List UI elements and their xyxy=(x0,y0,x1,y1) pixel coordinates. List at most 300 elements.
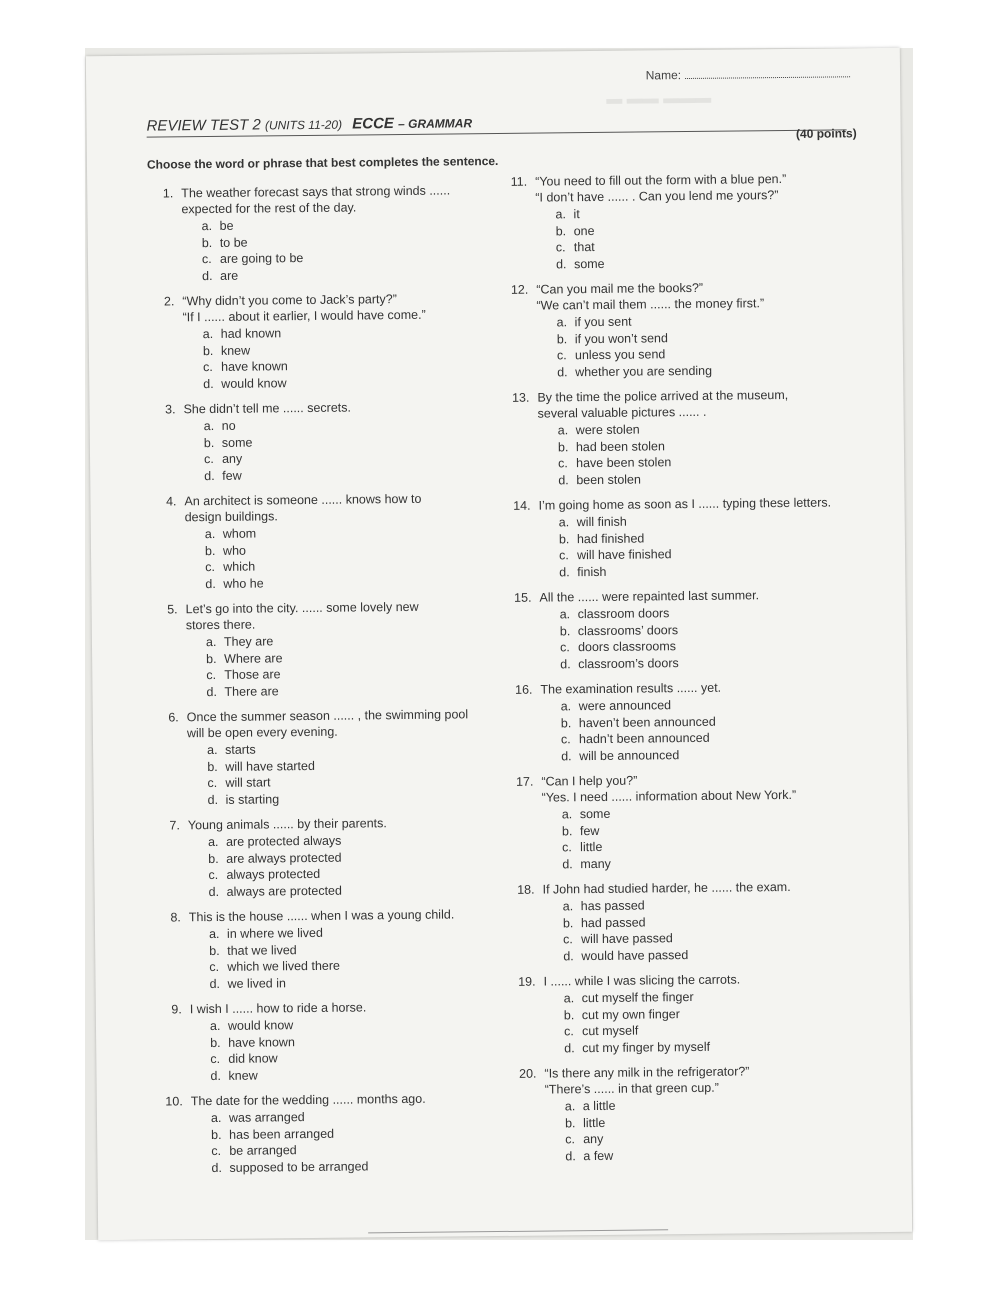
option-letter: c. xyxy=(563,1024,574,1039)
option-letter: d. xyxy=(204,468,215,483)
right-question-column xyxy=(499,170,869,1174)
option-text: will start xyxy=(225,775,271,790)
option-letter: a. xyxy=(210,1110,222,1126)
question-text xyxy=(183,398,487,417)
option-letter: b. xyxy=(203,435,215,450)
answer-options xyxy=(205,523,490,592)
option-letter: a. xyxy=(209,1018,221,1034)
option-letter: d. xyxy=(557,364,568,379)
question-text-line: design buildings. xyxy=(184,509,278,525)
option-text: a little xyxy=(582,1098,616,1114)
answer-options xyxy=(204,415,489,484)
answer-options xyxy=(206,631,491,700)
answer-option[interactable] xyxy=(205,573,489,592)
option-text: have known xyxy=(221,359,288,374)
option-text: did know xyxy=(228,1051,278,1066)
option-letter: b. xyxy=(206,651,217,666)
option-letter: b. xyxy=(208,851,219,866)
option-text: classroom doors xyxy=(577,606,670,622)
option-letter: b. xyxy=(558,531,570,546)
question-number: 20. xyxy=(519,1066,537,1081)
question-text xyxy=(186,598,490,633)
option-letter: b. xyxy=(557,439,569,454)
name-label: Name: xyxy=(645,68,682,83)
option-letter: c. xyxy=(205,559,215,575)
option-letter: b. xyxy=(209,943,220,958)
title-units: (UNITS 11-20) xyxy=(264,117,343,133)
question-text xyxy=(535,170,859,205)
answer-option[interactable] xyxy=(561,745,865,765)
option-text: had been stolen xyxy=(575,438,665,454)
question-text-line: Let’s go into the city. ...... some lovely new xyxy=(185,599,419,617)
option-letter: c. xyxy=(556,348,567,363)
option-text: are always protected xyxy=(226,850,342,866)
option-letter: a. xyxy=(202,326,214,342)
option-letter: c. xyxy=(206,667,217,683)
option-text: some xyxy=(573,256,605,271)
option-text: had passed xyxy=(580,914,646,930)
question-text-line: The date for the wedding ...... months ago. xyxy=(190,1091,426,1109)
question-number: 6. xyxy=(168,710,179,725)
question-10 xyxy=(155,1090,496,1177)
question-text-line: “Yes. I need ...... information about New York.” xyxy=(541,787,797,805)
answer-option[interactable] xyxy=(204,465,488,484)
answer-options xyxy=(557,311,862,380)
question-19 xyxy=(507,970,868,1057)
option-text: in where we lived xyxy=(226,925,323,941)
option-text: who he xyxy=(223,575,264,591)
option-letter: a. xyxy=(207,742,218,758)
test-title xyxy=(146,110,846,137)
option-letter: d. xyxy=(559,564,570,579)
option-text: which xyxy=(223,559,256,574)
question-text-line: I ...... while I was slicing the carrots. xyxy=(543,972,741,989)
question-text-line: She didn’t tell me ...... secrets. xyxy=(183,400,352,417)
option-text: is starting xyxy=(225,791,280,807)
option-letter: b. xyxy=(559,623,571,638)
question-text xyxy=(544,1062,868,1097)
question-8 xyxy=(153,906,494,993)
option-letter: c. xyxy=(208,867,219,883)
question-number: 13. xyxy=(511,390,530,405)
question-text-line: several valuable pictures ...... . xyxy=(537,404,707,421)
question-2 xyxy=(146,290,487,393)
answer-options xyxy=(211,1107,496,1176)
option-letter: b. xyxy=(555,223,567,238)
answer-option[interactable] xyxy=(557,361,861,381)
question-text xyxy=(539,586,863,605)
answer-option[interactable] xyxy=(560,653,864,673)
option-text: cut myself the finger xyxy=(581,989,694,1006)
question-text-line: Once the summer season ...... , the swimming pool xyxy=(186,707,469,725)
question-15 xyxy=(503,586,864,673)
option-letter: d. xyxy=(565,1148,576,1163)
question-text-line: The examination results ...... yet. xyxy=(540,680,722,697)
answer-options xyxy=(565,1095,870,1164)
option-letter: a. xyxy=(563,991,575,1006)
answer-options xyxy=(562,803,867,872)
question-text xyxy=(536,278,860,313)
question-number: 7. xyxy=(169,818,180,833)
option-letter: d. xyxy=(564,1040,575,1055)
question-number: 18. xyxy=(517,882,535,897)
option-letter: a. xyxy=(564,1099,576,1114)
question-number: 14. xyxy=(513,498,531,513)
answer-options xyxy=(208,831,493,900)
option-text: cut myself xyxy=(581,1023,639,1039)
question-text-line: An architect is someone ...... knows how to xyxy=(184,491,422,509)
question-text xyxy=(542,878,866,897)
option-letter: a. xyxy=(203,418,215,434)
answer-options xyxy=(561,695,866,764)
question-text-line: “There’s ...... in that green cup.” xyxy=(544,1080,719,1097)
question-text-line: “Can I help you?” xyxy=(541,773,638,789)
option-text: that xyxy=(573,239,595,255)
question-text-line: “You need to fill out the form with a blue pen.” xyxy=(535,171,787,189)
option-text: knew xyxy=(228,1068,258,1083)
option-text: will be announced xyxy=(579,747,680,763)
question-3 xyxy=(147,398,488,485)
title-main: REVIEW TEST 2 xyxy=(146,116,261,135)
option-letter: b. xyxy=(210,1035,221,1050)
answer-options xyxy=(202,215,487,284)
question-text xyxy=(181,182,485,217)
option-text: little xyxy=(582,1115,606,1130)
option-letter: a. xyxy=(208,926,220,942)
option-text: always are protected xyxy=(226,883,342,899)
option-text: will finish xyxy=(576,514,627,530)
option-text: had finished xyxy=(576,530,645,546)
question-text xyxy=(184,490,488,525)
option-text: cut my finger by myself xyxy=(582,1039,711,1055)
question-6 xyxy=(151,706,492,809)
question-number: 11. xyxy=(510,174,528,189)
name-field[interactable] xyxy=(646,66,850,82)
option-letter: c. xyxy=(201,251,212,267)
question-1 xyxy=(145,182,486,285)
option-text: little xyxy=(580,839,603,855)
option-letter: c. xyxy=(211,1143,222,1159)
option-text: which we lived there xyxy=(227,958,340,974)
option-text: There are xyxy=(224,683,279,699)
answer-option[interactable] xyxy=(563,945,867,965)
question-stem xyxy=(508,1062,868,1098)
option-text: finish xyxy=(577,564,607,579)
question-text-line: Young animals ...... by their parents. xyxy=(187,816,387,833)
option-text: few xyxy=(222,468,242,483)
answer-option[interactable] xyxy=(208,789,492,808)
left-question-column xyxy=(145,182,495,1186)
option-text: Where are xyxy=(224,650,283,666)
option-text: would know xyxy=(221,375,287,391)
answer-option[interactable] xyxy=(556,253,860,273)
title-exam: ECCE xyxy=(352,115,394,133)
question-text xyxy=(187,706,491,741)
option-letter: c. xyxy=(210,1051,221,1067)
question-text xyxy=(189,906,493,925)
question-text-line: “Is there any milk in the refrigerator?” xyxy=(544,1064,750,1081)
question-number: 16. xyxy=(515,682,533,697)
question-text-line: “We can’t mail them ...... the money first.” xyxy=(536,296,765,313)
option-text: who xyxy=(222,543,247,558)
question-text-line: I wish I ...... how to ride a horse. xyxy=(189,1000,367,1017)
question-11 xyxy=(499,170,860,273)
question-18 xyxy=(506,878,867,965)
answer-option[interactable] xyxy=(562,853,866,873)
option-text: a few xyxy=(583,1148,614,1163)
question-number: 19. xyxy=(518,974,536,989)
question-number: 8. xyxy=(170,910,181,925)
option-text: if you sent xyxy=(574,314,632,330)
question-text-line: stores there. xyxy=(185,617,256,633)
option-text: some xyxy=(221,435,253,450)
option-letter: a. xyxy=(201,218,213,234)
question-stem xyxy=(150,598,490,634)
option-letter: d. xyxy=(560,656,571,671)
question-stem xyxy=(151,706,491,742)
option-letter: b. xyxy=(564,1115,576,1130)
question-text xyxy=(191,1090,495,1109)
option-letter: c. xyxy=(559,548,569,563)
option-letter: a. xyxy=(556,315,568,330)
answer-option[interactable] xyxy=(564,1037,868,1057)
answer-options xyxy=(555,203,860,272)
option-text: haven’t been announced xyxy=(578,714,716,730)
question-stem xyxy=(148,490,488,526)
option-text: supposed to be arranged xyxy=(229,1158,369,1175)
option-letter: a. xyxy=(560,699,572,714)
option-text: any xyxy=(583,1131,604,1147)
option-text: starts xyxy=(225,742,256,757)
option-letter: b. xyxy=(207,759,218,774)
answer-option[interactable] xyxy=(206,681,490,700)
option-text: have been stolen xyxy=(576,455,672,471)
option-letter: d. xyxy=(563,948,574,963)
question-text xyxy=(540,678,864,697)
instructions: Choose the word or phrase that best completes the sentence. xyxy=(146,153,499,172)
answer-options xyxy=(207,739,492,808)
option-text: will have started xyxy=(225,758,315,774)
question-text-line: “Can you mail me the books?” xyxy=(536,280,704,297)
option-text: we lived in xyxy=(227,975,286,991)
answer-options xyxy=(559,511,864,580)
option-text: be xyxy=(219,218,234,233)
option-letter: d. xyxy=(555,256,567,271)
option-letter: d. xyxy=(209,976,221,991)
option-letter: c. xyxy=(555,240,566,255)
option-letter: b. xyxy=(556,331,568,346)
option-text: to be xyxy=(219,235,248,250)
question-number: 15. xyxy=(514,590,532,605)
bleed-through-text: ▬ ▬▬ ▬▬▬ xyxy=(606,89,712,108)
question-text xyxy=(537,386,861,421)
option-text: been stolen xyxy=(576,472,641,487)
option-text: it xyxy=(573,207,580,222)
answer-options xyxy=(203,323,488,392)
option-text: any xyxy=(221,451,243,466)
option-letter: d. xyxy=(202,268,213,283)
option-text: some xyxy=(579,806,611,822)
option-letter: d. xyxy=(208,884,220,899)
option-text: if you won’t send xyxy=(574,330,668,346)
option-text: are protected always xyxy=(225,833,342,849)
option-letter: d. xyxy=(211,1160,222,1175)
option-letter: d. xyxy=(210,1068,222,1083)
answer-option[interactable] xyxy=(559,561,863,581)
option-letter: b. xyxy=(561,823,573,838)
question-text xyxy=(543,970,867,989)
question-5 xyxy=(150,598,491,701)
option-text: will have passed xyxy=(581,931,673,947)
answer-options xyxy=(209,923,494,992)
option-letter: d. xyxy=(206,684,217,699)
option-text: be arranged xyxy=(229,1143,297,1158)
answer-option[interactable] xyxy=(209,973,493,992)
question-text-line: I’m going home as soon as I ...... typing these letters. xyxy=(538,495,832,513)
question-stem xyxy=(499,170,859,206)
option-text: one xyxy=(573,223,595,238)
answer-options xyxy=(558,419,863,488)
option-text: that we lived xyxy=(227,942,297,958)
option-text: are xyxy=(220,268,239,283)
question-12 xyxy=(500,278,861,381)
option-letter: b. xyxy=(560,715,572,730)
option-letter: d. xyxy=(207,792,219,807)
option-letter: a. xyxy=(562,899,574,914)
option-letter: d. xyxy=(203,376,214,391)
answer-options xyxy=(560,603,865,672)
option-letter: c. xyxy=(565,1132,575,1147)
option-text: were announced xyxy=(578,698,672,714)
option-letter: a. xyxy=(561,807,573,822)
answer-options xyxy=(564,987,869,1056)
option-letter: c. xyxy=(207,775,218,791)
option-letter: c. xyxy=(563,932,573,947)
option-letter: d. xyxy=(562,856,573,871)
option-letter: c. xyxy=(559,640,570,655)
option-text: doors classrooms xyxy=(577,639,677,655)
option-text: knew xyxy=(220,343,251,358)
question-20 xyxy=(508,1062,869,1165)
option-text: whom xyxy=(222,526,257,541)
question-number: 12. xyxy=(510,282,529,297)
option-letter: a. xyxy=(207,834,219,850)
option-text: hadn’t been announced xyxy=(578,730,710,747)
option-letter: b. xyxy=(204,543,216,558)
question-number: 3. xyxy=(165,402,176,417)
option-letter: c. xyxy=(203,359,213,375)
question-13 xyxy=(501,386,862,489)
option-text: have known xyxy=(228,1034,295,1050)
question-number: 1. xyxy=(162,186,174,201)
answer-options xyxy=(563,895,868,964)
option-text: cut my own finger xyxy=(581,1006,680,1022)
question-text-line: All the ...... were repainted last summer. xyxy=(539,588,760,605)
question-number: 5. xyxy=(167,602,178,617)
option-text: were stolen xyxy=(575,422,640,438)
question-text-line: By the time the police arrived at the museum, xyxy=(537,387,789,405)
question-number: 17. xyxy=(515,774,534,789)
option-letter: a. xyxy=(558,515,570,530)
question-number: 9. xyxy=(171,1002,182,1017)
question-text-line: will be open every evening. xyxy=(186,724,338,741)
question-16 xyxy=(504,678,865,765)
option-letter: b. xyxy=(562,915,574,930)
answer-option[interactable] xyxy=(211,1157,495,1176)
option-text: classrooms’ doors xyxy=(577,622,679,638)
option-text: few xyxy=(579,823,600,838)
option-text: no xyxy=(221,418,236,433)
answer-option[interactable] xyxy=(558,469,862,489)
answer-option[interactable] xyxy=(208,881,492,900)
question-text xyxy=(541,770,865,805)
option-letter: b. xyxy=(563,1007,575,1022)
question-text xyxy=(538,494,862,513)
option-text: was arranged xyxy=(228,1110,305,1125)
option-text: always protected xyxy=(226,866,321,882)
question-text xyxy=(190,998,494,1017)
question-text-line: This is the house ...... when I was a young child. xyxy=(188,907,455,925)
option-text: classroom’s doors xyxy=(578,655,679,671)
question-stem xyxy=(146,290,486,326)
option-text: They are xyxy=(223,634,274,649)
question-text-line: “I don’t have ...... . Can you lend me yours?” xyxy=(535,188,779,205)
option-text: has passed xyxy=(580,898,645,914)
option-text: many xyxy=(580,856,611,871)
answer-option[interactable] xyxy=(565,1145,869,1165)
option-letter: b. xyxy=(202,343,214,358)
option-letter: d. xyxy=(558,472,569,487)
option-text: would have passed xyxy=(581,947,689,963)
page-bottom-rule xyxy=(368,1229,668,1233)
points-label: (40 points) xyxy=(795,126,857,141)
question-stem xyxy=(500,278,860,314)
question-text-line: “Why didn’t you come to Jack’s party?” xyxy=(182,292,397,309)
option-text: unless you send xyxy=(574,347,666,363)
option-letter: a. xyxy=(555,207,567,222)
question-number: 2. xyxy=(163,294,175,309)
option-letter: c. xyxy=(203,451,214,467)
option-letter: a. xyxy=(559,607,571,622)
option-letter: c. xyxy=(562,840,572,855)
test-sheet xyxy=(86,48,912,1240)
question-stem xyxy=(505,770,865,806)
option-letter: a. xyxy=(205,634,217,650)
answer-option[interactable] xyxy=(203,373,487,392)
option-letter: c. xyxy=(558,456,568,471)
question-9 xyxy=(154,998,495,1085)
question-text-line: The weather forecast says that strong winds ...... xyxy=(181,183,451,201)
option-letter: c. xyxy=(209,959,220,975)
question-17 xyxy=(505,770,866,873)
name-blank[interactable] xyxy=(685,76,850,79)
answer-options xyxy=(210,1015,495,1084)
option-letter: a. xyxy=(557,423,569,438)
option-text: has been arranged xyxy=(229,1126,335,1142)
option-text: would know xyxy=(227,1018,294,1033)
question-text xyxy=(188,814,492,833)
option-text: whether you are sending xyxy=(575,363,713,379)
question-number: 4. xyxy=(165,494,177,509)
option-letter: b. xyxy=(201,235,213,250)
question-stem xyxy=(145,182,485,218)
answer-option[interactable] xyxy=(210,1065,494,1084)
option-text: will have finished xyxy=(577,547,672,563)
question-text xyxy=(182,290,486,325)
option-text: Those are xyxy=(224,667,281,682)
option-text: are going to be xyxy=(219,251,304,266)
answer-option[interactable] xyxy=(202,265,486,284)
